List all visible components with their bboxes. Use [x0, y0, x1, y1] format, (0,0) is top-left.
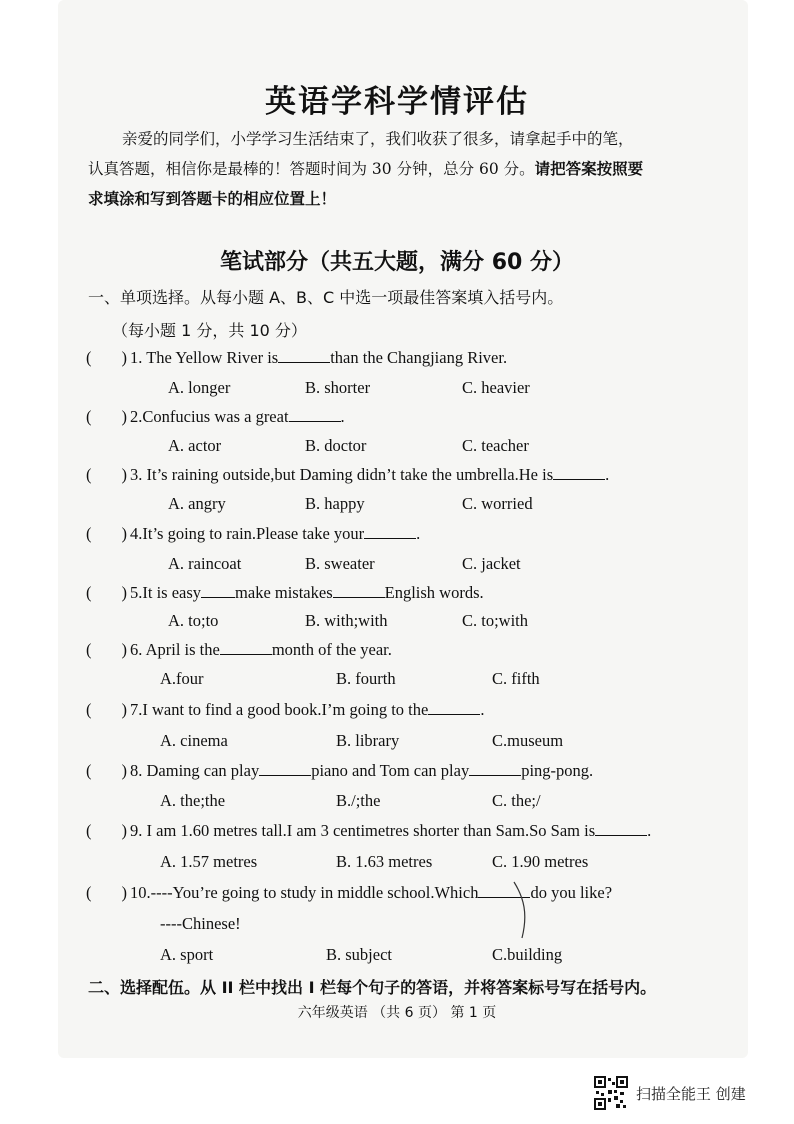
question-text: 1. The Yellow River is: [130, 348, 279, 367]
option-c: C. the;/: [492, 791, 541, 810]
question-text: 10.----You’re going to study in middle school.Which: [130, 883, 479, 902]
answer-blank: [220, 653, 272, 655]
option-b: B. sweater: [305, 554, 375, 573]
part1-subheading: （每小题 1 分，共 10 分）: [112, 321, 307, 340]
answer-bracket[interactable]: ( ): [86, 821, 127, 840]
question-1: [86, 348, 507, 368]
option-b: B. 1.63 metres: [336, 852, 433, 871]
question-10-response: ----Chinese!: [160, 914, 241, 933]
question-text-end: .: [340, 407, 345, 426]
intro-line-3-bold: 求填涂和写到答题卡的相应位置上！: [88, 189, 337, 208]
option-a: A.four: [160, 669, 204, 688]
answer-blank: [428, 713, 480, 715]
answer-bracket[interactable]: ( ): [86, 524, 127, 543]
question-text: 7.I want to find a good book.I’m going to the: [130, 700, 429, 719]
option-b: B. with;with: [305, 611, 388, 630]
question-text: 5.It is easy: [130, 583, 202, 602]
answer-bracket[interactable]: ( ): [86, 883, 127, 902]
option-a: A. raincoat: [168, 554, 242, 573]
answer-bracket[interactable]: ( ): [86, 583, 127, 602]
question-7: [86, 700, 484, 720]
option-a: A. longer: [168, 378, 231, 397]
question-text-end: do you like?: [530, 883, 613, 902]
answer-blank: [201, 596, 235, 598]
question-text: 6. April is the: [130, 640, 220, 659]
option-a: A. actor: [168, 436, 222, 455]
question-text-mid: piano and Tom can play: [311, 761, 470, 780]
answer-bracket[interactable]: ( ): [86, 348, 127, 367]
question-text-end: than the Changjiang River.: [330, 348, 508, 367]
option-c: C. to;with: [462, 611, 529, 630]
question-text-end: English words.: [384, 583, 484, 602]
page-footer: 六年级英语 （共 6 页） 第 1 页: [297, 1005, 497, 1021]
option-c: C. heavier: [462, 378, 530, 397]
question-text-mid: make mistakes: [235, 583, 333, 602]
question-3: [86, 465, 609, 485]
answer-blank: [364, 537, 416, 539]
option-c: C. worried: [462, 494, 533, 513]
answer-blank: [553, 478, 605, 480]
answer-blank: [259, 774, 311, 776]
option-a: A. to;to: [168, 611, 219, 630]
question-2: [86, 407, 345, 427]
answer-bracket[interactable]: ( ): [86, 465, 127, 484]
pen-stroke-mark: [510, 880, 534, 940]
qr-code-icon: [594, 1076, 628, 1110]
option-a: A. sport: [160, 945, 214, 964]
part1-heading: 一、单项选择。从每小题 A、B、C 中选一项最佳答案填入括号内。: [88, 288, 564, 307]
option-c: C.building: [492, 945, 563, 964]
answer-bracket[interactable]: ( ): [86, 640, 127, 659]
option-b: B. doctor: [305, 436, 367, 455]
scanner-watermark-text: 扫描全能王 创建: [636, 1084, 746, 1103]
option-b: B./;the: [336, 791, 381, 810]
question-text: 9. I am 1.60 metres tall.I am 3 centimetres shorter than Sam.So Sam is: [130, 821, 596, 840]
intro-line-1: 亲爱的同学们，小学学习生活结束了，我们收获了很多，请拿起手中的笔，: [122, 130, 634, 148]
option-c: C.museum: [492, 731, 564, 750]
option-a: A. the;the: [160, 791, 226, 810]
question-text-end: month of the year.: [271, 640, 392, 659]
option-a: A. angry: [168, 494, 226, 513]
answer-blank: [289, 420, 341, 422]
answer-bracket[interactable]: ( ): [86, 700, 127, 719]
question-text: 4.It’s going to rain.Please take your: [130, 524, 365, 543]
answer-blank: [333, 596, 385, 598]
question-text-end: .: [605, 465, 610, 484]
exam-title: 英语学科学情评估: [265, 84, 529, 120]
option-a: A. 1.57 metres: [160, 852, 258, 871]
question-text: 8. Daming can play: [130, 761, 260, 780]
option-c: C. teacher: [462, 436, 529, 455]
question-text: 2.Confucius was a great: [130, 407, 289, 426]
answer-bracket[interactable]: ( ): [86, 407, 127, 426]
scanner-watermark: [594, 1076, 746, 1110]
option-b: B. subject: [326, 945, 392, 964]
intro-paragraph: [88, 124, 728, 214]
question-5: [86, 583, 484, 603]
option-c: C. jacket: [462, 554, 521, 573]
option-b: B. fourth: [336, 669, 396, 688]
answer-blank: [278, 361, 330, 363]
option-b: B. happy: [305, 494, 365, 513]
option-a: A. cinema: [160, 731, 228, 750]
question-9: [86, 821, 651, 841]
question-text-end: ping-pong.: [521, 761, 594, 780]
part2-heading: 二、选择配伍。从 II 栏中找出 I 栏每个句子的答语，并将答案标号写在括号内。: [88, 978, 657, 997]
section-title: 笔试部分（共五大题，满分 60 分）: [220, 250, 574, 275]
question-8: [86, 761, 593, 781]
question-4: [86, 524, 420, 544]
answer-blank: [595, 834, 647, 836]
question-text-end: .: [480, 700, 485, 719]
question-6: [86, 640, 392, 660]
question-text: 3. It’s raining outside,but Daming didn’t take the umbrella.He is: [130, 465, 554, 484]
option-c: C. fifth: [492, 669, 540, 688]
question-text-end: .: [416, 524, 421, 543]
intro-line-2-bold: 请把答案按照要: [534, 159, 644, 178]
option-c: C. 1.90 metres: [492, 852, 589, 871]
question-text-end: .: [647, 821, 652, 840]
option-b: B. shorter: [305, 378, 371, 397]
answer-blank: [469, 774, 521, 776]
option-b: B. library: [336, 731, 400, 750]
answer-bracket[interactable]: ( ): [86, 761, 127, 780]
intro-line-2: 认真答题，相信你是最棒的！答题时间为 30 分钟，总分 60 分。: [88, 160, 535, 178]
